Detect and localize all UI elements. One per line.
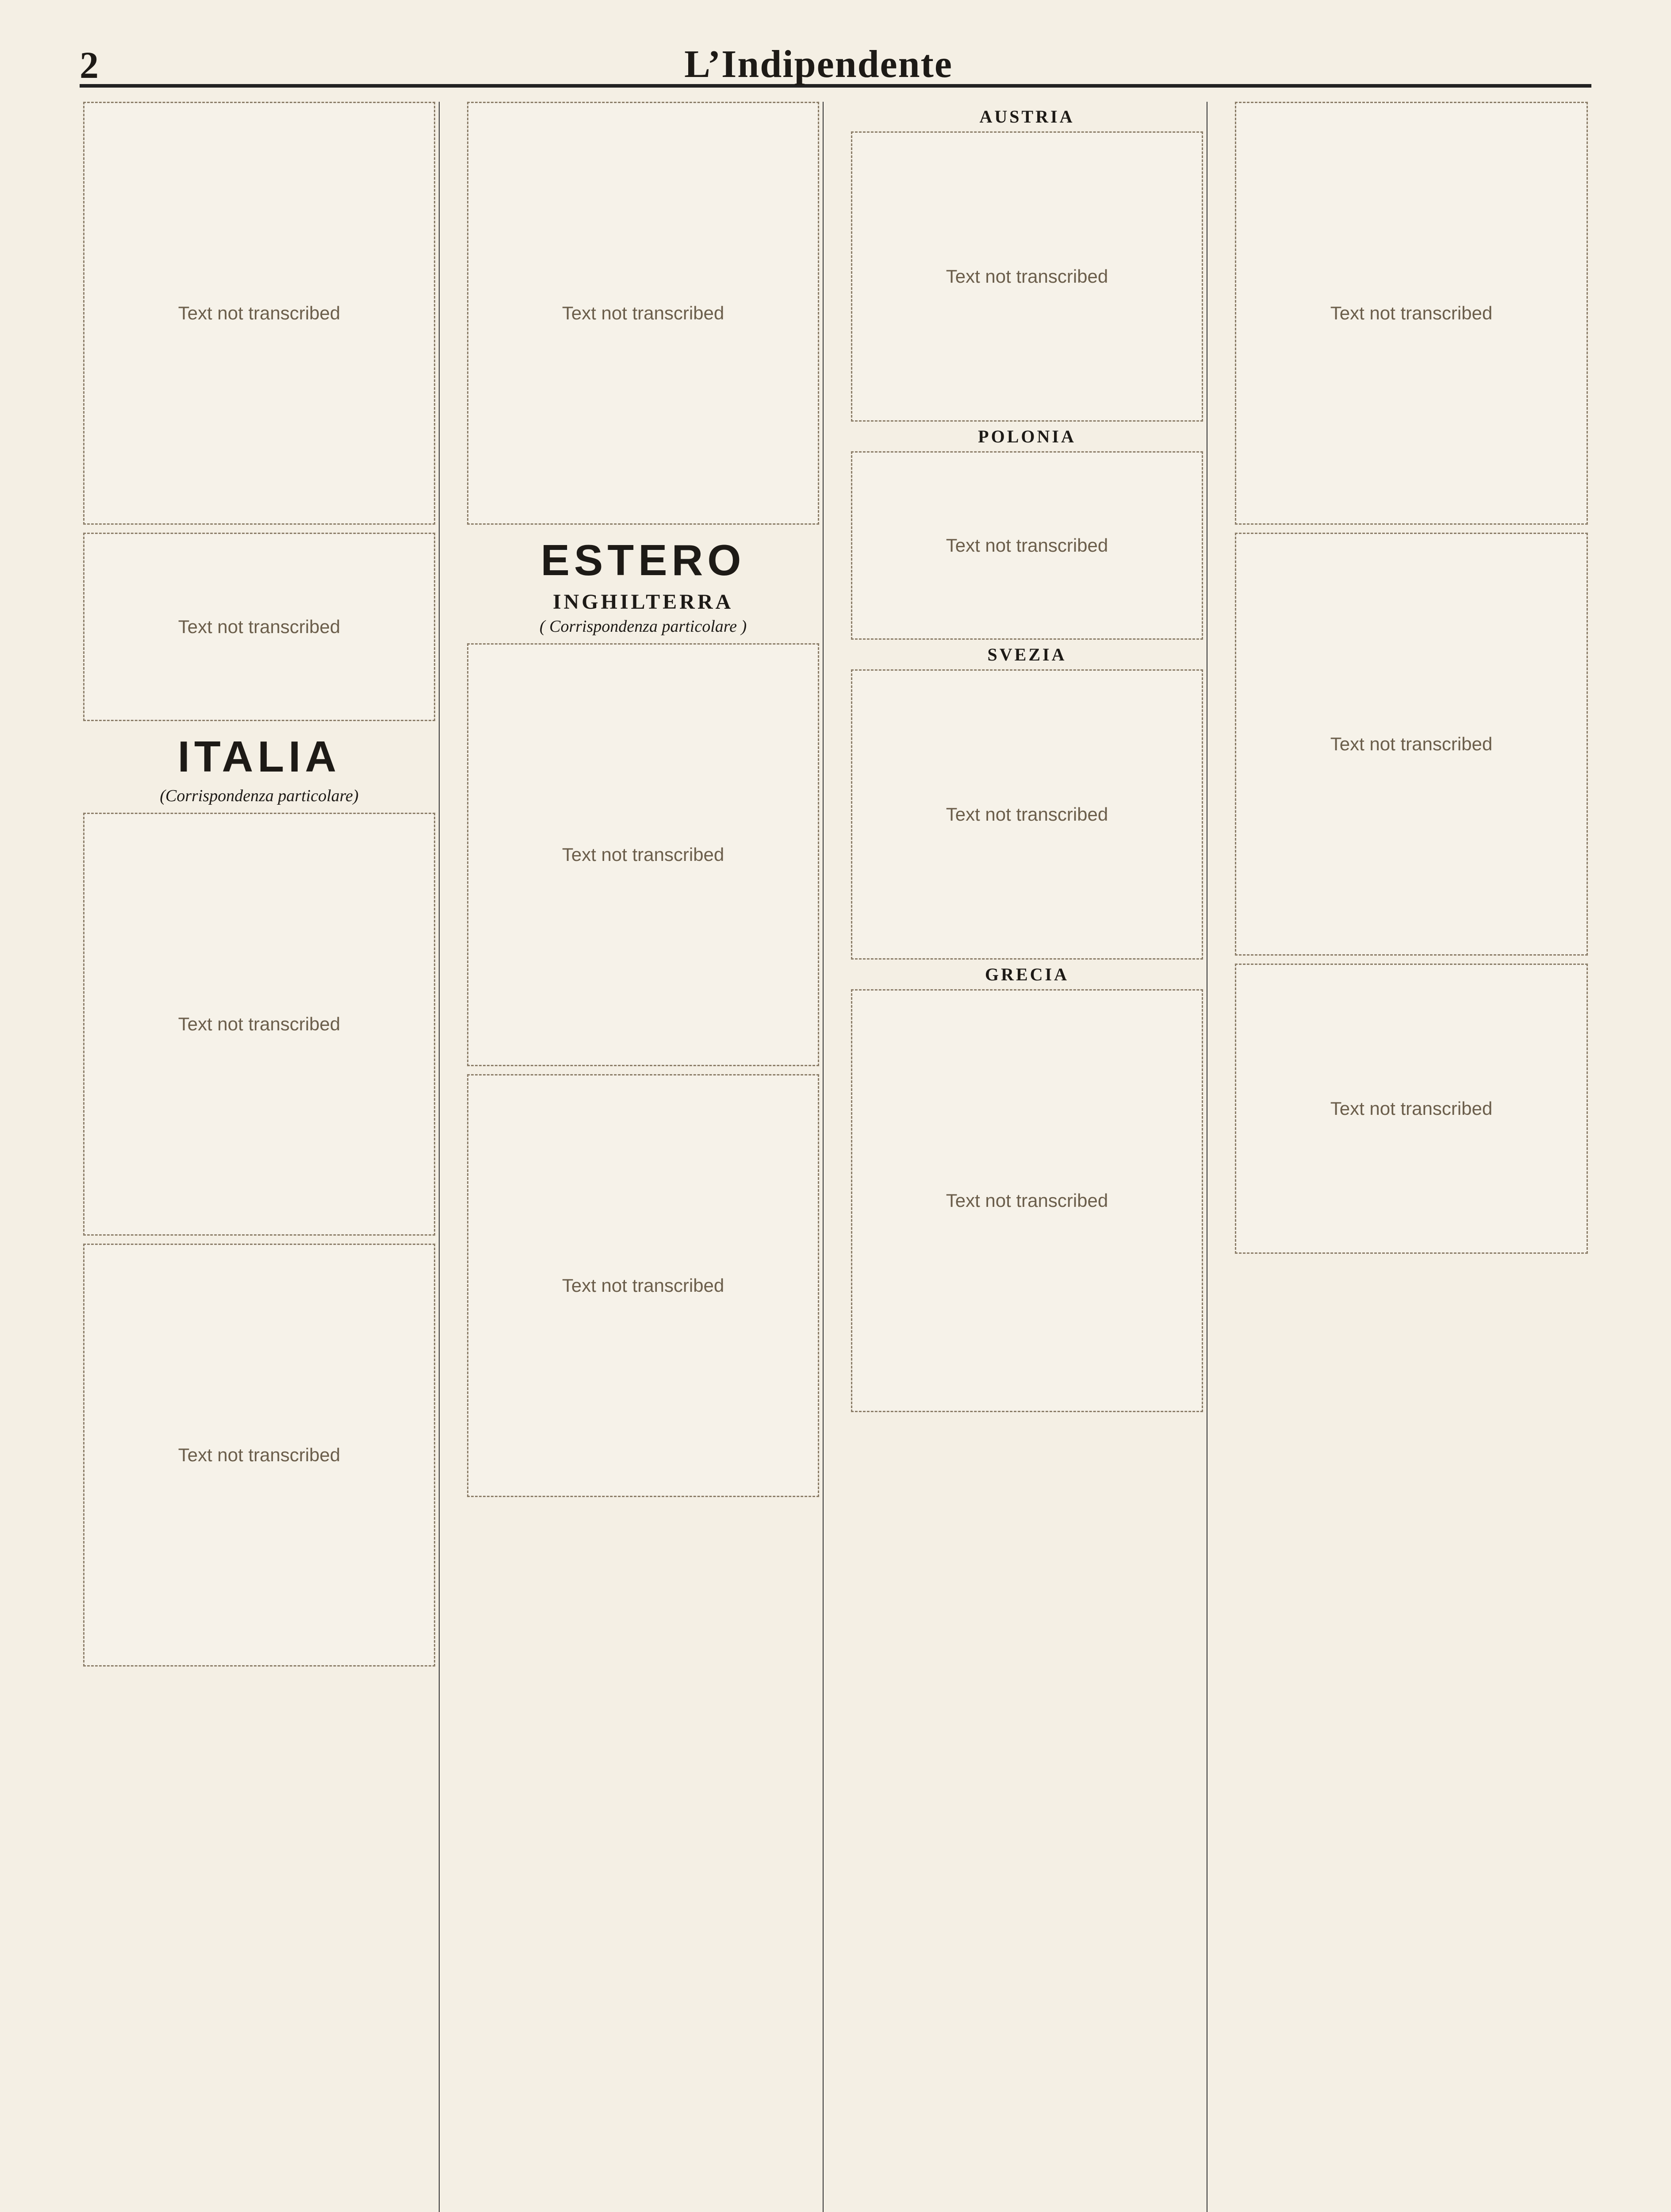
column-two-block-three: Text not transcribed [467,1074,819,1497]
page-number: 2 [80,44,99,86]
estero-heading: ESTERO [540,536,746,584]
column-four-block-one: Text not transcribed [1235,102,1588,525]
masthead-title: L’Indipendente [684,43,953,86]
column-four-block-three: Text not transcribed [1235,964,1588,1254]
italia-heading: ITALIA [177,732,341,781]
svezia-heading: SVEZIA [987,645,1067,664]
column-three [847,102,1207,2212]
column-three-block-two: Text not transcribed [851,451,1203,640]
column-three-block-one: Text not transcribed [851,131,1203,422]
spacer [1235,525,1588,533]
spacer [83,525,435,533]
column-four [1231,102,1591,2212]
column-two-block-two: Text not transcribed [467,643,819,1066]
page-header [80,31,1591,88]
inghilterra-note: ( Corrispondenza particolare ) [539,617,747,636]
spacer [83,1236,435,1244]
column-three-block-four: Text not transcribed [851,989,1203,1412]
column-one-block-one: Text not transcribed [83,102,435,525]
column-one-block-four: Text not transcribed [83,1244,435,1667]
column-two [464,102,824,2212]
austria-heading: AUSTRIA [979,107,1075,127]
column-four-block-two: Text not transcribed [1235,533,1588,956]
article-columns [80,102,1591,2212]
spacer [1235,956,1588,964]
grecia-heading: GRECIA [985,964,1069,984]
column-two-block-one: Text not transcribed [467,102,819,525]
spacer [467,1066,819,1074]
column-one [80,102,440,2212]
column-three-block-three: Text not transcribed [851,669,1203,960]
inghilterra-heading: INGHILTERRA [552,590,734,614]
polonia-heading: POLONIA [978,426,1076,446]
column-one-block-two: Text not transcribed [83,533,435,721]
column-one-block-three: Text not transcribed [83,813,435,1236]
italia-subtitle: (Corrispondenza particolare) [160,787,359,805]
